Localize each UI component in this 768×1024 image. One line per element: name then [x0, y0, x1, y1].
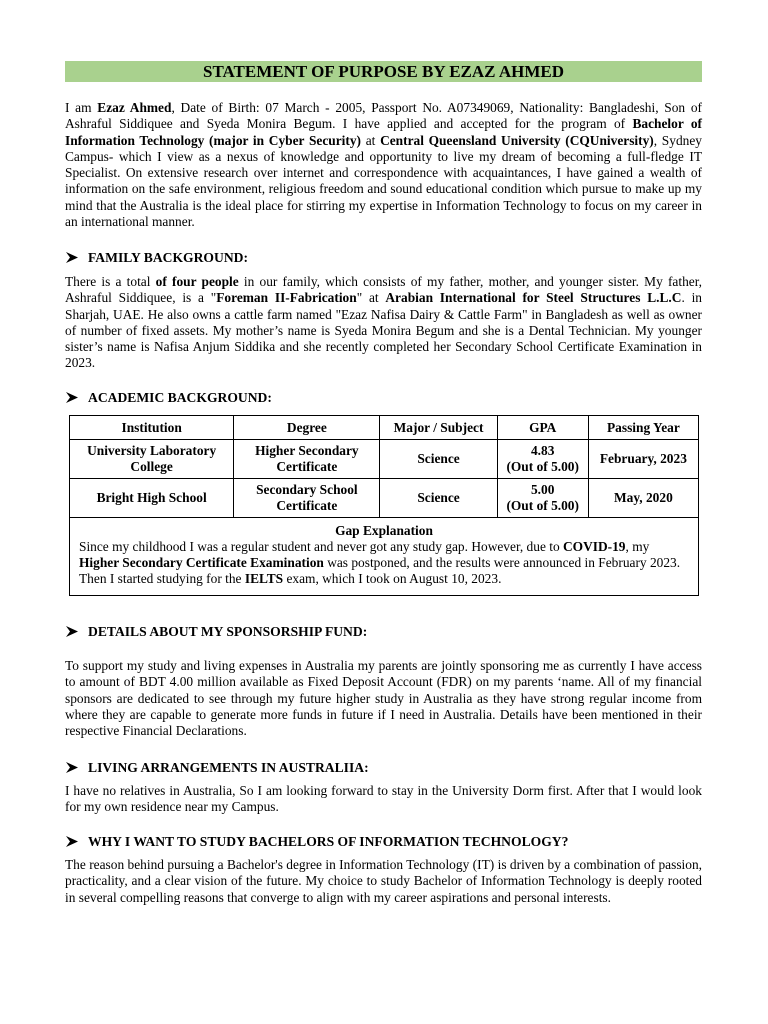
major-cell: Science [380, 479, 497, 518]
sponsorship-heading [65, 623, 702, 640]
column-header: Major / Subject [380, 416, 497, 440]
text-run: Since my childhood I was a regular student and never got any study gap. However, due to [79, 539, 564, 554]
text-run: " at [356, 290, 386, 306]
degree-cell: Secondary School Certificate [234, 479, 380, 518]
father-company: Arabian International for Steel Structures L.L.C [385, 290, 682, 306]
intro-paragraph [65, 100, 702, 230]
family-heading [65, 249, 702, 266]
gap-explanation-cell [70, 518, 699, 596]
arrow-bullet-icon [65, 762, 79, 773]
table-row [70, 440, 699, 479]
column-header: Degree [234, 416, 380, 440]
gpa-cell [497, 440, 588, 479]
year-cell: May, 2020 [588, 479, 698, 518]
program-name: Bachelor of Information Technology (major in Cyber Security) [65, 116, 702, 148]
table-row [70, 479, 699, 518]
gpa-value: 4.83 [530, 443, 555, 458]
ielts-text: IELTS [244, 571, 284, 586]
institution-cell: University Laboratory College [70, 440, 234, 479]
gpa-scale: (Out of 5.00) [506, 498, 579, 513]
text-run: at [361, 132, 381, 148]
why-paragraph: The reason behind pursuing a Bachelor's degree in Information Technology (IT) is driven by a combination of passion, practicality, and a clear vision of the future. My choice to study Bachelor of Information Technology is deeply rooted in several compelling reasons that converge to align with my career aspirations and personal interests. [65, 857, 702, 905]
text-run: exam, which I took on August 10, 2023. [283, 571, 502, 586]
gap-explanation-row [70, 518, 699, 596]
gap-title: Gap Explanation [335, 523, 433, 538]
text-run: . in Sharjah, UAE. He also owns a cattle farm named "Ezaz Nafisa Dairy & Cattle Farm" in Bangladesh as well as owner of number of fixed assets. My mother’s name is Syeda Monira Begum and she is a Dental Technician. My younger sister’s name is Nafisa Anjum Siddika and she recently completed her Secondary School Certificate Examination in 2023. [65, 290, 702, 371]
text-run: , my [625, 539, 650, 554]
covid-text: COVID-19 [563, 539, 626, 554]
text-run: I am [65, 100, 98, 115]
table-header-row [70, 416, 699, 440]
column-header: Institution [70, 416, 234, 440]
text-run: , Sydney Campus- which I view as a nexus of knowledge and opportunity to live my dream of becoming a full-fledge IT Specialist. On extensive research over internet and correspondence with acquaintances, I have gained a wealth of information on the safe environment, religious freedom and sound educational condition which pursue to make up my mind that the Australia is the ideal place for stirring my expertise in Information Technology to focus on my career in an international manner. [65, 132, 702, 230]
sponsorship-paragraph: To support my study and living expenses in Australia my parents are jointly sponsoring me as currently I have access to amount of BDT 4.00 million available as Fixed Deposit Account (FDR) on my parents ‘name. All of my financial sponsors are dedicated to see through my future higher study in Australia as they have strong regular income from where they are capable to generate more funds in future if I need in Australia. Details have been mentioned in their respective Financial Declarations. [65, 658, 702, 739]
gpa-value: 5.00 [530, 482, 555, 497]
gpa-scale: (Out of 5.00) [506, 459, 579, 474]
applicant-name: Ezaz Ahmed [97, 100, 172, 115]
university-name: Central Queensland University (CQUniversity) [380, 132, 654, 148]
heading-text: DETAILS ABOUT MY SPONSORSHIP FUND: [88, 624, 368, 639]
column-header: Passing Year [588, 416, 698, 440]
living-paragraph: I have no relatives in Australia, So I am looking forward to stay in the University Dorm first. After that I would look for my own residence near my Campus. [65, 783, 702, 815]
arrow-bullet-icon [65, 626, 79, 637]
living-heading [65, 759, 702, 776]
text-run: There is a total [65, 274, 156, 289]
father-position: Foreman II-Fabrication [216, 290, 357, 306]
family-paragraph [65, 274, 702, 372]
academic-heading [65, 389, 702, 406]
exam-name: Higher Secondary Certificate Examination [79, 555, 324, 570]
major-cell: Science [380, 440, 497, 479]
heading-text: FAMILY BACKGROUND: [88, 250, 248, 265]
arrow-bullet-icon [65, 836, 79, 847]
degree-cell: Higher Secondary Certificate [234, 440, 380, 479]
heading-text: WHY I WANT TO STUDY BACHELORS OF INFORMATION TECHNOLOGY? [88, 834, 569, 849]
year-cell: February, 2023 [588, 440, 698, 479]
gpa-cell [497, 479, 588, 518]
heading-text: LIVING ARRANGEMENTS IN AUSTRALIIA: [88, 760, 369, 775]
arrow-bullet-icon [65, 252, 79, 263]
document-title: STATEMENT OF PURPOSE BY EZAZ AHMED [65, 61, 702, 82]
text-run: was postponed, and the results were announced in February 2023. Then I started studying for the [79, 555, 681, 586]
why-heading [65, 833, 702, 850]
text-run: in our family, which consists of my father, mother, and younger sister. My father, Ashraful Siddiquee, is a " [65, 274, 702, 306]
column-header: GPA [497, 416, 588, 440]
heading-text: ACADEMIC BACKGROUND: [88, 390, 272, 405]
family-count: of four people [155, 274, 239, 289]
academic-table [69, 415, 699, 596]
institution-cell: Bright High School [70, 479, 234, 518]
text-run: , Date of Birth: 07 March - 2005, Passport No. A07349069, Nationality: Bangladeshi, Son of Ashraful Siddiquee and Syeda Monira Begum. I have applied and accepted for the program of [65, 100, 702, 132]
arrow-bullet-icon [65, 392, 79, 403]
